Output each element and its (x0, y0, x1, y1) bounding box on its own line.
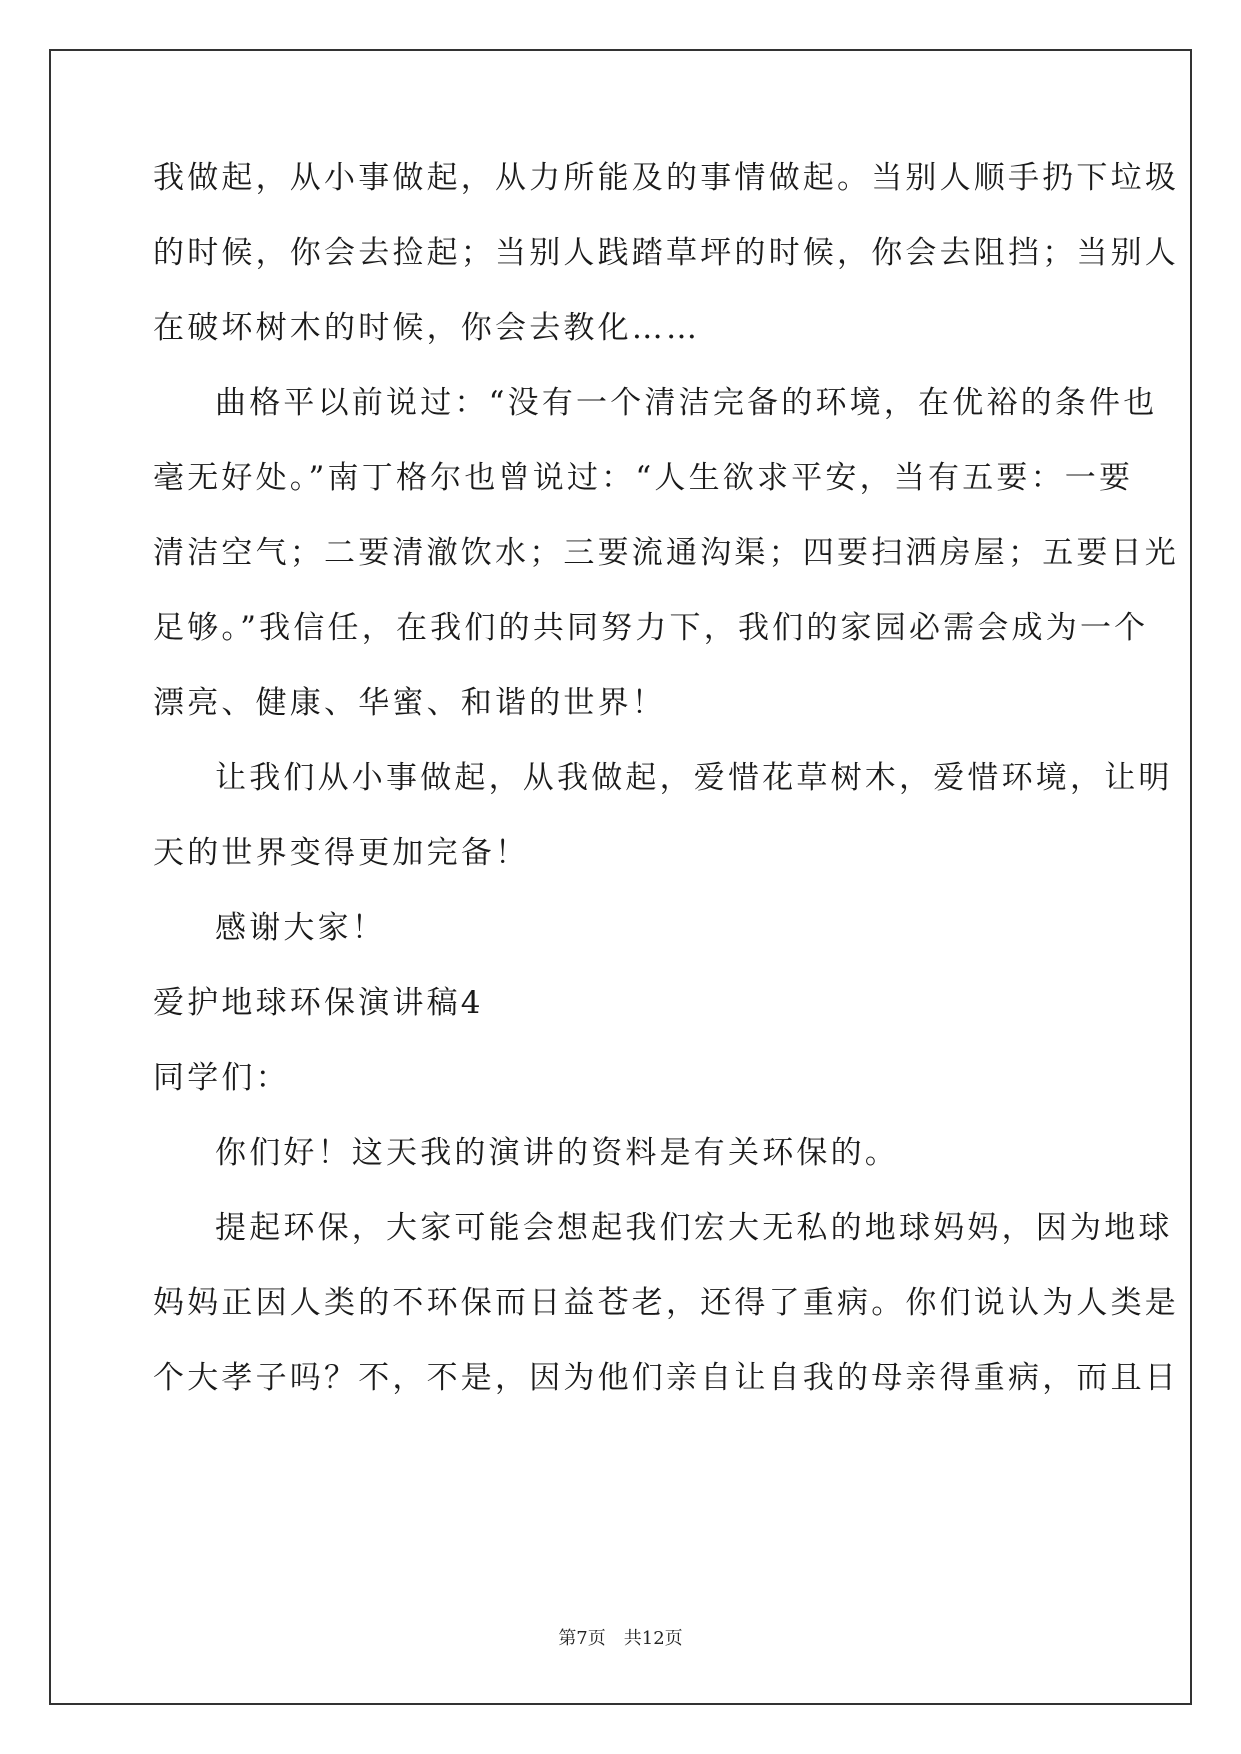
body-text-line: 毫无好处。”南丁格尔也曾说过：“人生欲求平安，当有五要：一要 (153, 460, 1134, 496)
body-text-line: 个大孝子吗？不，不是，因为他们亲自让自我的母亲得重病，而且日 (153, 1360, 1179, 1396)
body-text-line: 妈妈正因人类的不环保而日益苍老，还得了重病。你们说认为人类是 (153, 1285, 1179, 1321)
salutation: 同学们： (153, 1060, 290, 1096)
page-border (49, 49, 1192, 1705)
body-text-line: 提起环保，大家可能会想起我们宏大无私的地球妈妈，因为地球 (215, 1210, 1173, 1246)
body-text-line: 我做起，从小事做起，从力所能及的事情做起。当别人顺手扔下垃圾 (153, 160, 1179, 196)
page-number-footer: 第7页 共12页 (558, 1628, 683, 1649)
body-text-line: 你们好！这天我的演讲的资料是有关环保的。 (215, 1135, 899, 1171)
section-heading: 爱护地球环保演讲稿4 (153, 985, 484, 1021)
body-text-line: 在破坏树木的时候，你会去教化…… (153, 310, 701, 346)
body-text-line: 足够。”我信任，在我们的共同努力下，我们的家园必需会成为一个 (153, 610, 1149, 646)
body-text-line: 漂亮、健康、华蜜、和谐的世界！ (153, 685, 666, 721)
body-text-line: 曲格平以前说过：“没有一个清洁完备的环境，在优裕的条件也 (215, 385, 1158, 421)
body-text-line: 让我们从小事做起，从我做起，爱惜花草树木，爱惜环境，让明 (215, 760, 1173, 796)
body-text-line: 感谢大家！ (215, 910, 386, 946)
body-text-line: 的时候，你会去捡起；当别人践踏草坪的时候，你会去阻挡；当别人 (153, 235, 1179, 271)
body-text-line: 清洁空气；二要清澈饮水；三要流通沟渠；四要扫洒房屋；五要日光 (153, 535, 1179, 571)
body-text-line: 天的世界变得更加完备！ (153, 835, 530, 871)
